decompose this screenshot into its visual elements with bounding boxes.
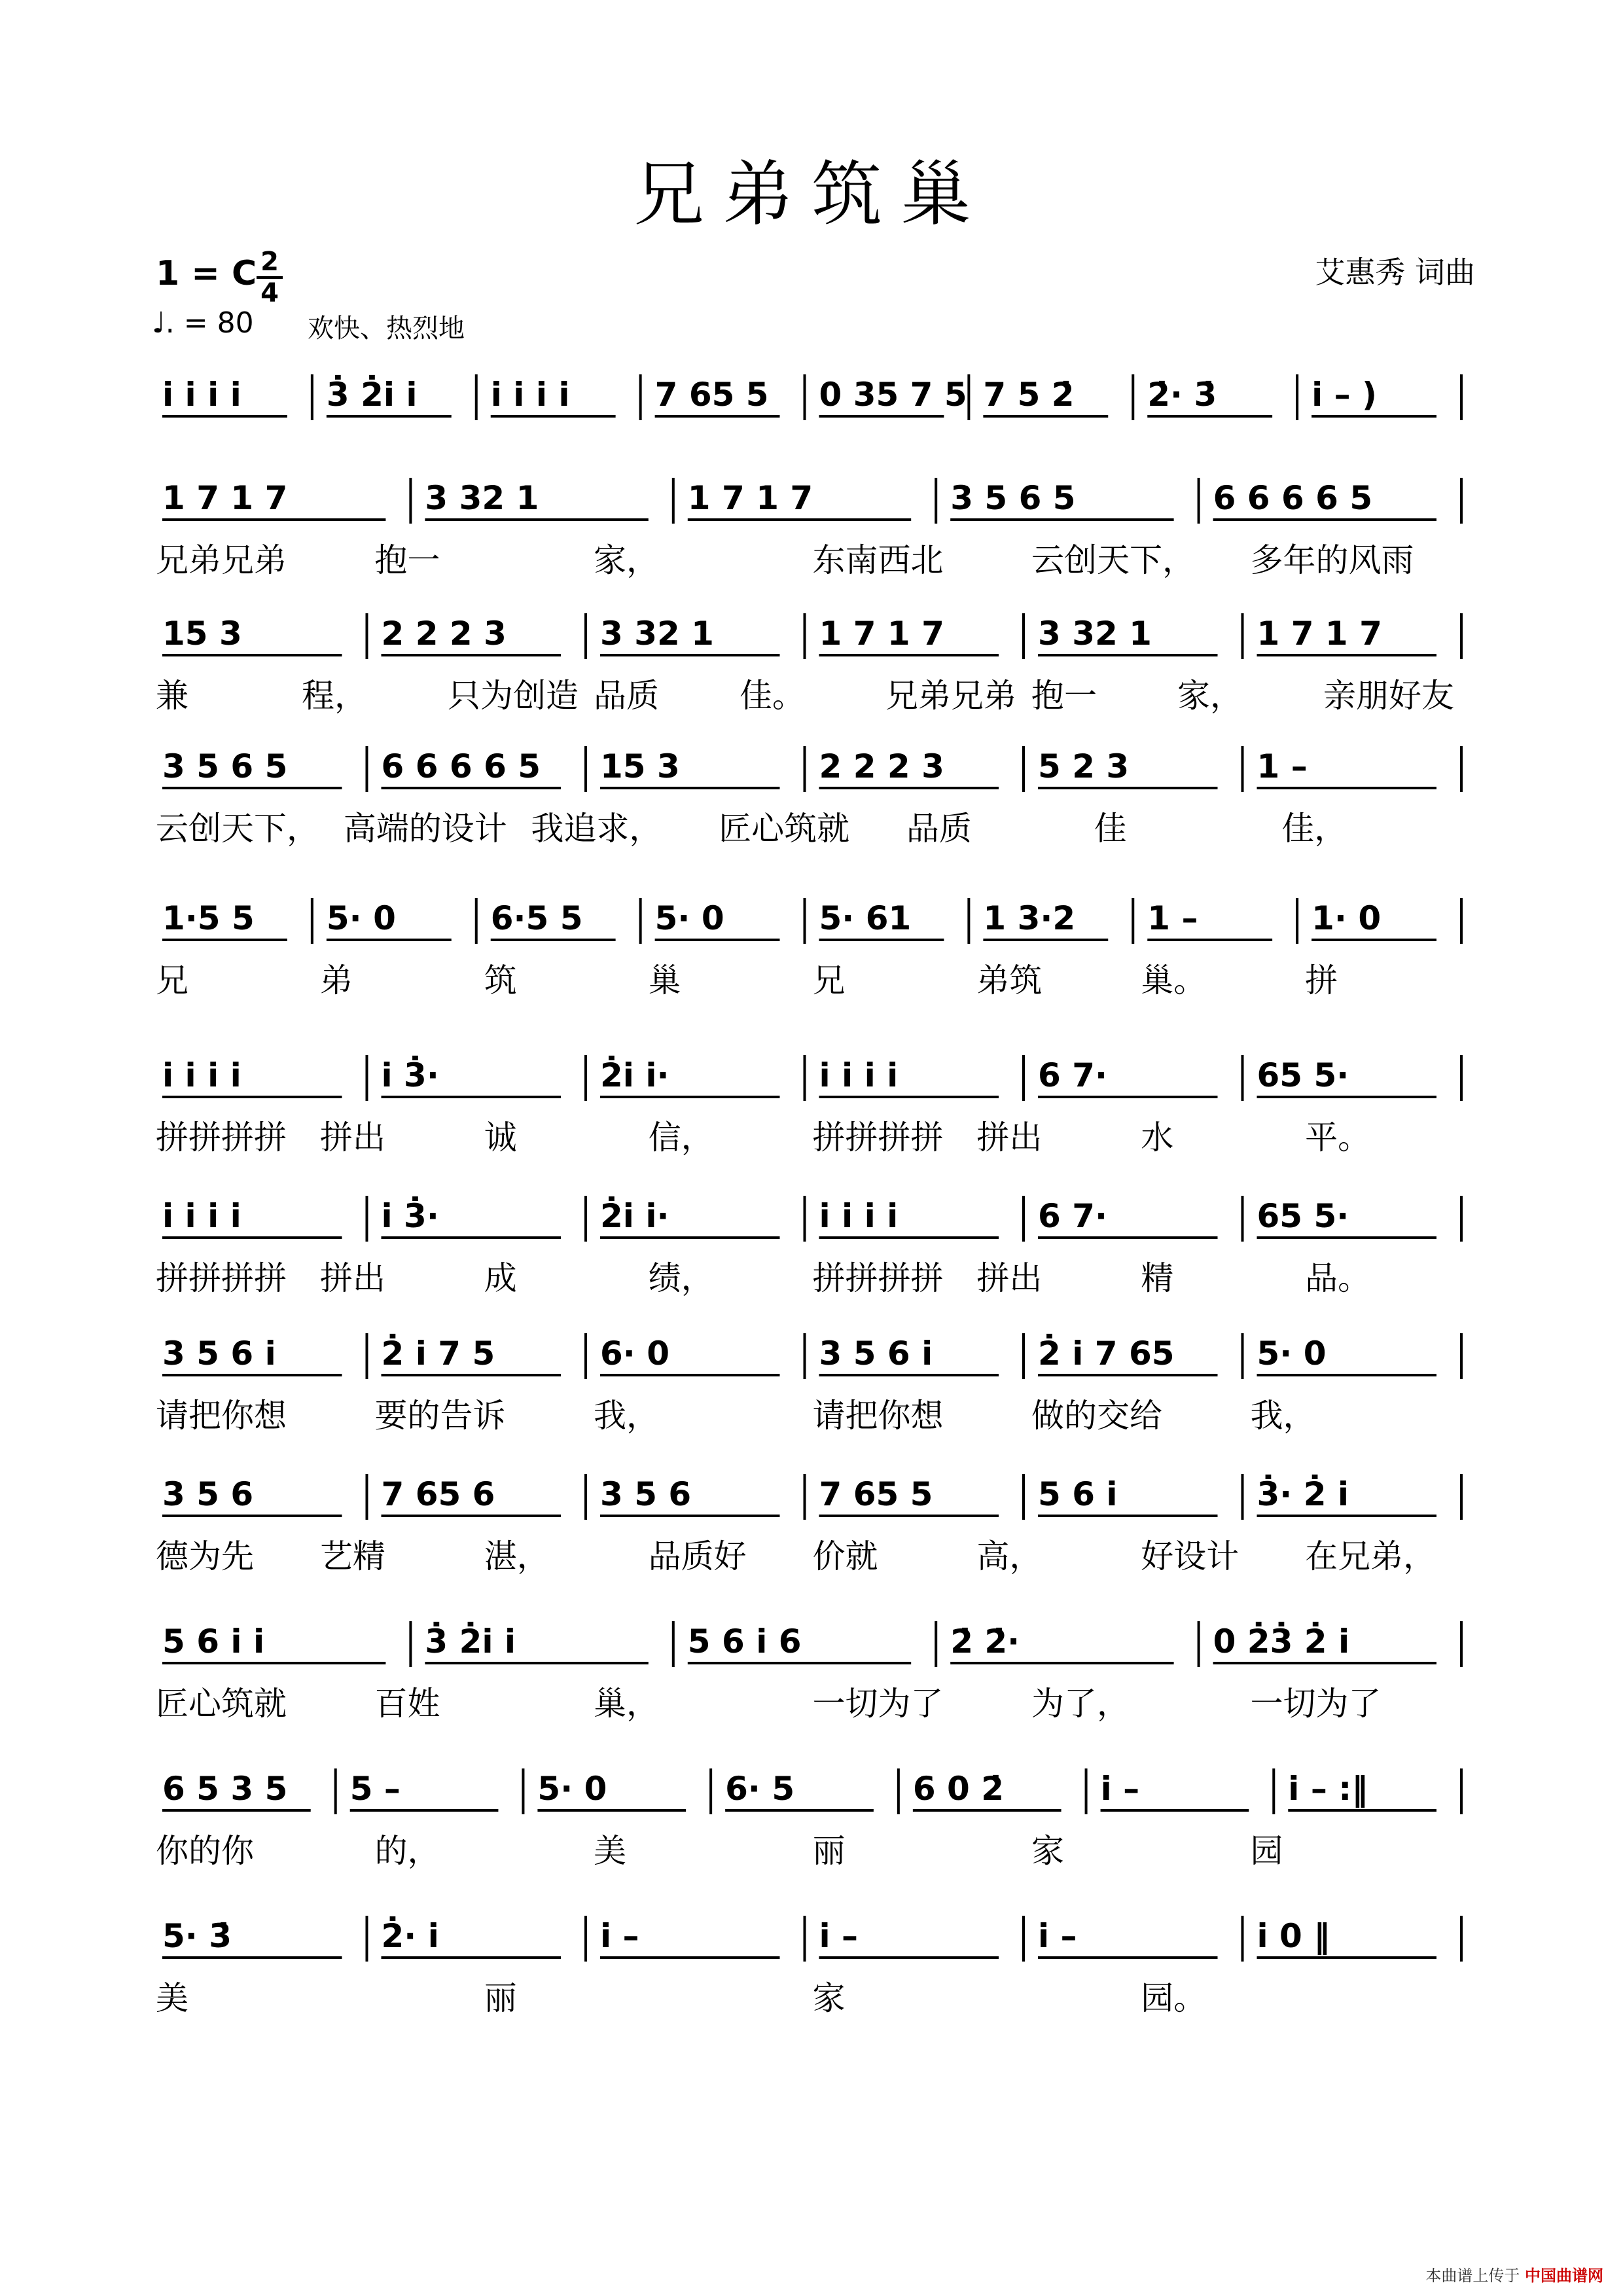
lyric-phrase: 信， [648,1119,714,1157]
lyric-phrase: 东南西北 [812,541,944,579]
measure-notes: 2̇· 3̇ [1147,376,1217,414]
measure-notes: 1 7 1 7 [1257,615,1382,653]
measure-notes: 7 65 5 [819,1475,933,1513]
measure-notes: i – [1038,1917,1077,1955]
measure-notes: i i i i [162,1056,241,1094]
measure-notes: 5· 0 [654,899,724,937]
lyric-phrase: 一切为了 [1250,1685,1382,1723]
measure-notes: 7 65 5 [654,376,769,414]
measure-notes: 5· 0 [326,899,396,937]
measure-notes: 1 – [1147,899,1198,937]
measure-notes: 0 35 7 5 [819,376,967,414]
footer-site: 中国曲谱网 [1525,2267,1603,2285]
lyric-phrase: 艺精 [319,1537,385,1575]
measure-notes: 5· 3̇ [162,1917,232,1955]
footer-text: 本曲谱上传于 [1425,2267,1520,2285]
lyric-phrase: 兄 [156,961,188,999]
lyric-phrase: 云创天下， [1031,541,1195,579]
lyric-phrase: 拼拼拼拼 [812,1259,944,1297]
lyric-phrase: 我追求， [531,810,662,848]
time-signature-top: 2 [260,247,279,277]
lyric-phrase: 拼出 [976,1259,1043,1297]
measure-notes: i i i i [819,1197,899,1235]
measure-notes: 2̇ i 7 5 [381,1335,495,1372]
lyric-phrase: 诚 [484,1119,517,1157]
lyric-phrase: 拼出 [319,1119,385,1157]
lyric-phrase: 美 [156,1979,188,2017]
measure-notes: i i i i [490,376,570,414]
tempo-description: 欢快、热烈地 [308,314,465,344]
measure-notes: 3 5 6 i [819,1335,933,1372]
measure-notes: 7 65 6 [381,1475,495,1513]
lyric-phrase: 的， [374,1832,440,1870]
measure-notes: i i i i [162,376,241,414]
measure-notes: 6· 0 [600,1335,669,1372]
measure-notes: 1 3·2 [983,899,1076,937]
lyric-phrase: 高端的设计 [343,810,507,848]
lyric-phrase: 园 [1250,1832,1283,1870]
measure-notes: 3̇ 2̇i i [425,1623,516,1660]
lyric-phrase: 佳。 [740,677,805,715]
lyric-phrase: 请把你想 [812,1397,944,1435]
measure-notes: 65 5· [1257,1197,1349,1235]
measure-notes: 2 2 2 3 [381,615,507,653]
lyric-phrase: 家， [1177,677,1243,715]
measure-notes: i i i i [162,1197,241,1235]
tempo-mark: ♩. = 80 [152,306,254,340]
lyric-phrase: 兼 [156,677,188,715]
lyric-phrase: 拼 [1305,961,1338,999]
lyric-phrase: 品。 [1305,1259,1371,1297]
measure-notes: i – ) [1311,376,1377,414]
lyric-phrase: 匠心筑就 [156,1685,287,1723]
measure-notes: 1 7 1 7 [162,479,288,517]
measure-notes: 3 5 6 5 [950,479,1076,517]
measure-notes: 6 7· [1038,1056,1107,1094]
measure-notes: 3 32 1 [1038,615,1152,653]
lyric-phrase: 佳， [1281,810,1347,848]
lyric-phrase: 品质 [906,810,972,848]
measure-notes: 1· 0 [1311,899,1382,937]
lyric-phrase: 拼拼拼拼 [156,1259,287,1297]
lyric-phrase: 拼出 [319,1259,385,1297]
lyric-phrase: 拼出 [976,1119,1043,1157]
measure-notes: 0 2̇3̇ 2̇ i [1213,1623,1350,1660]
lyric-phrase: 丽 [812,1832,846,1870]
lyric-phrase: 价就 [812,1537,878,1575]
lyric-phrase: 请把你想 [156,1397,287,1435]
lyric-phrase: 家 [1031,1832,1064,1870]
lyric-phrase: 你的你 [156,1832,254,1870]
measure-notes: 1 7 1 7 [819,615,944,653]
key-signature: 1 = C [156,254,257,293]
lyric-phrase: 精 [1141,1259,1174,1297]
lyric-phrase: 美 [594,1832,626,1870]
lyric-phrase: 我， [1250,1397,1316,1435]
time-signature-bottom: 4 [260,278,279,308]
lyric-phrase: 品质 [594,677,659,715]
measure-notes: 2̇i i· [600,1197,669,1235]
lyric-phrase: 我， [594,1397,659,1435]
lyric-phrase: 巢 [648,961,681,999]
lyric-phrase: 程， [302,677,367,715]
measure-notes: 1·5 5 [162,899,255,937]
measure-notes: 5· 61 [819,899,912,937]
lyric-phrase: 筑 [484,961,517,999]
lyric-phrase: 家， [594,541,659,579]
lyric-phrase: 巢， [594,1685,659,1723]
measure-notes: 3 5 6 i [162,1335,276,1372]
measure-notes: 3 5 6 [600,1475,692,1513]
measure-notes: 3̇· 2̇ i [1257,1475,1349,1513]
measure-notes: 7 5 2̇ [983,376,1075,414]
lyric-phrase: 兄 [812,961,846,999]
measure-notes: 6 5 3 5 [162,1770,288,1808]
lyric-phrase: 云创天下， [156,810,319,848]
lyric-phrase: 只为创造 [448,677,579,715]
measure-notes: 5· 0 [1257,1335,1327,1372]
lyric-phrase: 丽 [484,1979,517,2017]
measure-notes: 6· 5 [725,1770,795,1808]
measure-notes: 6 6 6 6 5 [1213,479,1373,517]
measure-notes: i 3̇· [381,1056,439,1094]
measure-notes: 1 7 1 7 [687,479,813,517]
footer-credit [1425,2263,1603,2286]
lyric-phrase: 为了， [1031,1685,1130,1723]
measure-notes: 2̇i i· [600,1056,669,1094]
lyric-phrase: 弟 [319,961,353,999]
measure-notes: 3 32 1 [425,479,539,517]
lyric-phrase: 品质好 [648,1537,747,1575]
lyric-phrase: 成 [484,1259,517,1297]
measure-notes: 5 6 i 6 [687,1623,802,1660]
lyric-phrase: 兄弟兄弟 [156,541,287,579]
measure-notes: 6 6 6 6 5 [381,747,541,785]
measure-notes: 2 2 2 3 [819,747,944,785]
lyric-phrase: 一切为了 [812,1685,944,1723]
measure-notes: 3 5 6 [162,1475,254,1513]
lyric-phrase: 亲朋好友 [1323,677,1454,715]
lyric-phrase: 佳 [1094,810,1127,848]
measure-notes: 2̇· i [381,1917,439,1955]
lyric-phrase: 抱一 [1031,677,1097,715]
lyric-phrase: 在兄弟， [1305,1537,1436,1575]
lyric-phrase: 拼拼拼拼 [812,1119,944,1157]
measure-notes: i 0 ‖ [1257,1917,1330,1955]
lyric-phrase: 抱一 [374,541,440,579]
measure-notes: i – [1100,1770,1140,1808]
lyric-phrase: 园。 [1141,1979,1207,2017]
lyric-phrase: 多年的风雨 [1250,541,1414,579]
measure-notes: 6·5 5 [490,899,583,937]
lyric-phrase: 水 [1141,1119,1174,1157]
measure-notes: i – [819,1917,859,1955]
measure-notes: 1 – [1257,747,1308,785]
lyric-phrase: 平。 [1305,1119,1371,1157]
measure-notes: 3̇ 2̇i i [326,376,418,414]
measure-notes: 5 6 i i [162,1623,265,1660]
song-title: 兄弟筑巢 [633,154,990,236]
lyric-phrase: 做的交给 [1031,1397,1162,1435]
composer-credit: 艾惠秀 词曲 [1315,255,1475,290]
measure-notes: i i i i [819,1056,899,1094]
lyric-phrase: 德为先 [156,1537,254,1575]
lyric-phrase: 拼拼拼拼 [156,1119,287,1157]
lyric-phrase: 百姓 [374,1685,440,1723]
lyric-phrase: 湛， [484,1537,550,1575]
measure-notes: 6 0 2̇ [912,1770,1005,1808]
lyric-phrase: 弟筑 [976,961,1043,999]
lyric-phrase: 巢。 [1141,961,1207,999]
lyric-phrase: 家 [812,1979,846,2017]
measure-notes: 5 – [349,1770,401,1808]
measure-notes: 5 2 3 [1038,747,1130,785]
lyric-phrase: 好设计 [1141,1537,1240,1575]
measure-notes: 65 5· [1257,1056,1349,1094]
measure-notes: 15 3 [600,747,680,785]
lyric-phrase: 要的告诉 [374,1397,506,1435]
measure-notes: i – :‖ [1288,1770,1368,1808]
measure-notes: 3 32 1 [600,615,714,653]
lyric-phrase: 匠心筑就 [719,810,850,848]
measure-notes: 6 7· [1038,1197,1107,1235]
measure-notes: 5· 0 [537,1770,607,1808]
measure-notes: i – [600,1917,639,1955]
measure-notes: 15 3 [162,615,242,653]
measure-notes: i 3̇· [381,1197,439,1235]
lyric-phrase: 高， [976,1537,1043,1575]
measure-notes: 2̇ i 7 65 [1038,1335,1175,1372]
measure-notes: 5 6 i [1038,1475,1118,1513]
lyric-phrase: 兄弟兄弟 [885,677,1016,715]
measure-notes: 2̇ 2̇· [950,1623,1020,1660]
measure-notes: 3 5 6 5 [162,747,288,785]
lyric-phrase: 绩， [648,1259,714,1297]
